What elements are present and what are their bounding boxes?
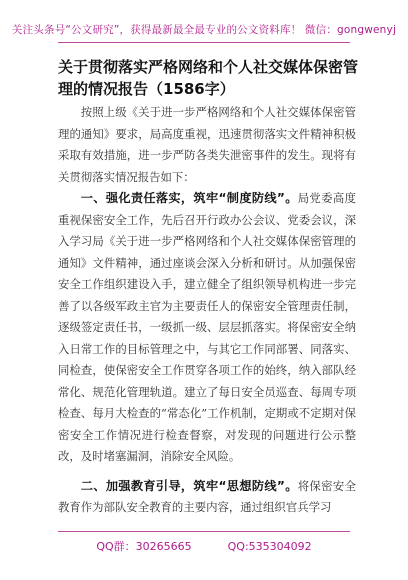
document-title: 关于贯彻落实严格网络和个人社交媒体保密管理的情况报告（1586字）	[58, 58, 359, 98]
section-2-heading: 二、加强教育引导，筑牢“思想防线”。	[80, 478, 298, 493]
section-2-body: 将保密安全教育作为部队安全教育的主要内容，通过组织官兵学习	[58, 478, 356, 514]
document-body	[58, 102, 356, 519]
footer-qq-group: QQ群：30265665	[96, 540, 192, 553]
section-1-paragraph	[58, 188, 356, 468]
footer-qq: QQ:535304092	[227, 540, 312, 553]
intro-paragraph: 按照上级《关于进一步严格网络和个人社交媒体保密管理的通知》要求，局高度重视，迅速贯彻落实文件精神积极采取有效措施，进一步严防各类失泄密事件的发生。现将有关贯彻落实情况报告如下：	[58, 105, 356, 184]
footer-banner	[0, 538, 408, 554]
header-banner: 关注头条号“公文研究”，获得最新最全最专业的公文资料库！ 微信：gongwenyj	[11, 24, 397, 36]
footer-divider	[58, 531, 350, 532]
section-1-heading: 一、强化责任落实，筑牢“制度防线”。	[80, 191, 298, 205]
section-2-paragraph	[58, 476, 356, 519]
section-1-body: 局党委高度重视保密安全工作，先后召开行政办公会议、党委会议，深入学习局《关于进一步严格网络和个人社交媒体保密管理的通知》文件精神，通过座谈会深入分析和研讨。从加强保密安全工作组织建设入手，建立健全了组织领导机构进一步完善了以各级军政主官为主要责任人的保密安全管理责任制，逐级签定责任书，一级抓一级、层层抓落实。将保密安全纳入日常工作的目标管理之中，与其它工作同部署、同落实、同检查，使保密安全工作贯穿各项工作的始终，纳入部队经常化、规范化管理轨道。建立了每日安全员巡查、每周专项检查、每月大检查的“常态化”工作机制，定期或不定期对保密安全工作情况进行检查督察，对发现的问题进行公示整改，及时堵塞漏洞，消除安全风险。	[58, 191, 356, 463]
header-divider	[58, 42, 350, 43]
